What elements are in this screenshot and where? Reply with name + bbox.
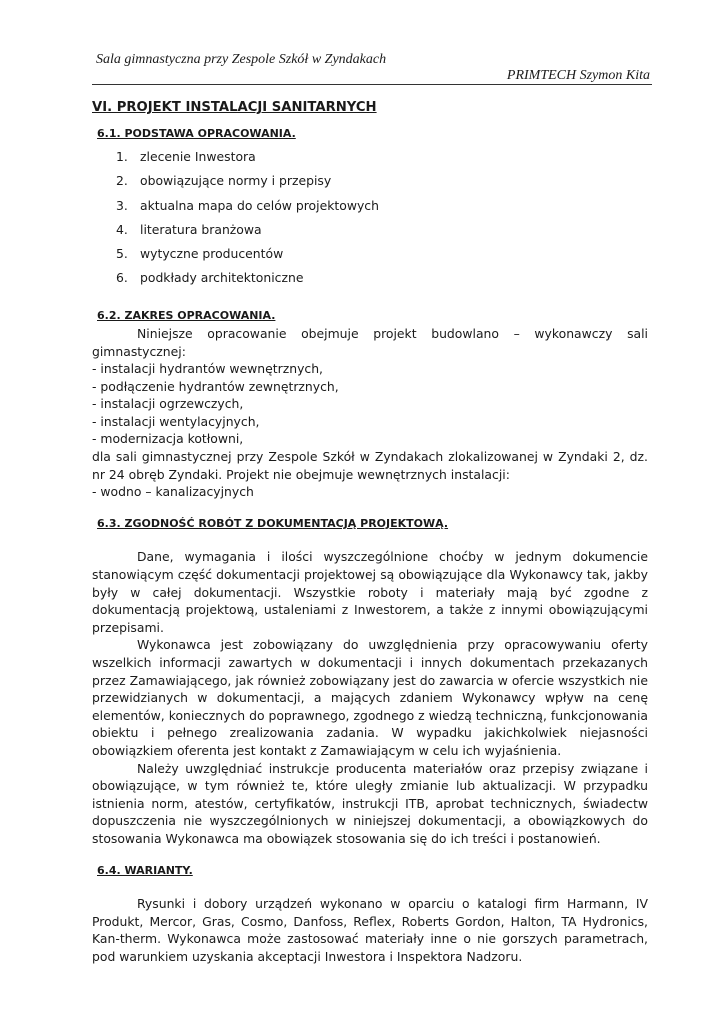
list-item: 4. literatura branżowa <box>116 221 262 237</box>
document-header-title: Sala gimnastyczna przy Zespole Szkół w Zyndakach <box>96 52 387 67</box>
scope-line: - instalacji wentylacyjnych, <box>92 413 260 429</box>
subsection-title-6-4: 6.4. WARIANTY. <box>97 863 193 877</box>
list-item: 3. aktualna mapa do celów projektowych <box>116 197 379 213</box>
header-divider <box>92 84 652 85</box>
list-item: 6. podkłady architektoniczne <box>116 270 304 286</box>
compliance-paragraph-1: Dane, wymagania i ilości wyszczególnione choćby w jednym dokumencie stanowiącym część dokumentacji projektowej są obowiązujące dla Wykonawcy tak, jakby były w całej dokumentacji. Wszystkie roboty i materiały mają być zgodne z dokumentacją projektową, ustaleniami z Inwestorem, a także z innymi obowiązującymi przepisami. <box>92 549 648 635</box>
subsection-title-6-3: 6.3. ZGODNOŚĆ ROBÓT Z DOKUMENTACJĄ PROJEKTOWĄ. <box>97 516 449 530</box>
scope-line: - instalacji ogrzewczych, <box>92 396 244 412</box>
scope-line: - wodno – kanalizacyjnych <box>92 484 254 500</box>
compliance-paragraph-2: Wykonawca jest zobowiązany do uwzględnienia przy opracowywaniu oferty wszelkich informacji zawartych w dokumentacji i innych dokumentach przekazanych przez Zamawiającego, jak również zobowiązany jest do zawarcia w ofercie wszystkich nie przewidzianych w dokumentacji, a mających zdaniem Wykonawcy wpływ na cenę elementów, koniecznych do poprawnego, zgodnego z wiedzą techniczną, funkcjonowania obiektu i pełnego zrealizowania zadania. W wypadku jakichkolwiek niejasności obowiązkiem oferenta jest kontakt z Zamawiającym w celu ich wyjaśnienia. <box>92 637 648 758</box>
scope-intro: Niniejsze opracowanie obejmuje projekt budowlano – wykonawczy sali gimnastycznej: <box>92 325 648 359</box>
scope-line: - instalacji hydrantów wewnętrznych, <box>92 361 323 377</box>
document-header-author: PRIMTECH Szymon Kita <box>506 68 650 83</box>
subsection-title-6-1: 6.1. PODSTAWA OPRACOWANIA. <box>97 126 296 140</box>
subsection-title-6-2: 6.2. ZAKRES OPRACOWANIA. <box>97 309 276 323</box>
list-item: 2. obowiązujące normy i przepisy <box>116 173 332 189</box>
section-title: VI. PROJEKT INSTALACJI SANITARNYCH <box>92 100 377 115</box>
basis-list <box>92 148 648 293</box>
document-body <box>92 99 648 966</box>
scope-line: - podłączenie hydrantów zewnętrznych, <box>92 378 339 394</box>
compliance-paragraph-3: Należy uwzględniać instrukcje producenta materiałów oraz przepisy związane i obowiązujące, w tym również te, które uległy zmianie lub aktualizacji. W przypadku istnienia norm, atestów, certyfikatów, instrukcji ITB, aprobat technicznych, świadectw dopuszczenia nie wyszczególnionych w niniejszej dokumentacji, a obowiązkowych do stosowania Wykonawca ma obowiązek stosowania się do ich treści i postanowień. <box>92 760 648 846</box>
list-item: 1. zlecenie Inwestora <box>116 149 256 165</box>
scope-line: - modernizacja kotłowni, <box>92 431 244 447</box>
variants-paragraph: Rysunki i dobory urządzeń wykonano w oparciu o katalogi firm Harmann, IV Produkt, Mercor, Gras, Cosmo, Danfoss, Reflex, Roberts Gordon, Halton, TA Hydronics, Kan-therm. Wykonawca może zastosować materiały inne o nie gorszych parametrach, pod warunkiem uzyskania akceptacji Inwestora i Inspektora Nadzoru. <box>92 896 648 964</box>
list-item: 5. wytyczne producentów <box>116 245 284 261</box>
scope-location: dla sali gimnastycznej przy Zespole Szkół w Zyndakach zlokalizowanej w Zyndaki 2, dz. nr 24 obręb Zyndaki. Projekt nie obejmuje wewnętrznych instalacji: <box>92 449 648 482</box>
